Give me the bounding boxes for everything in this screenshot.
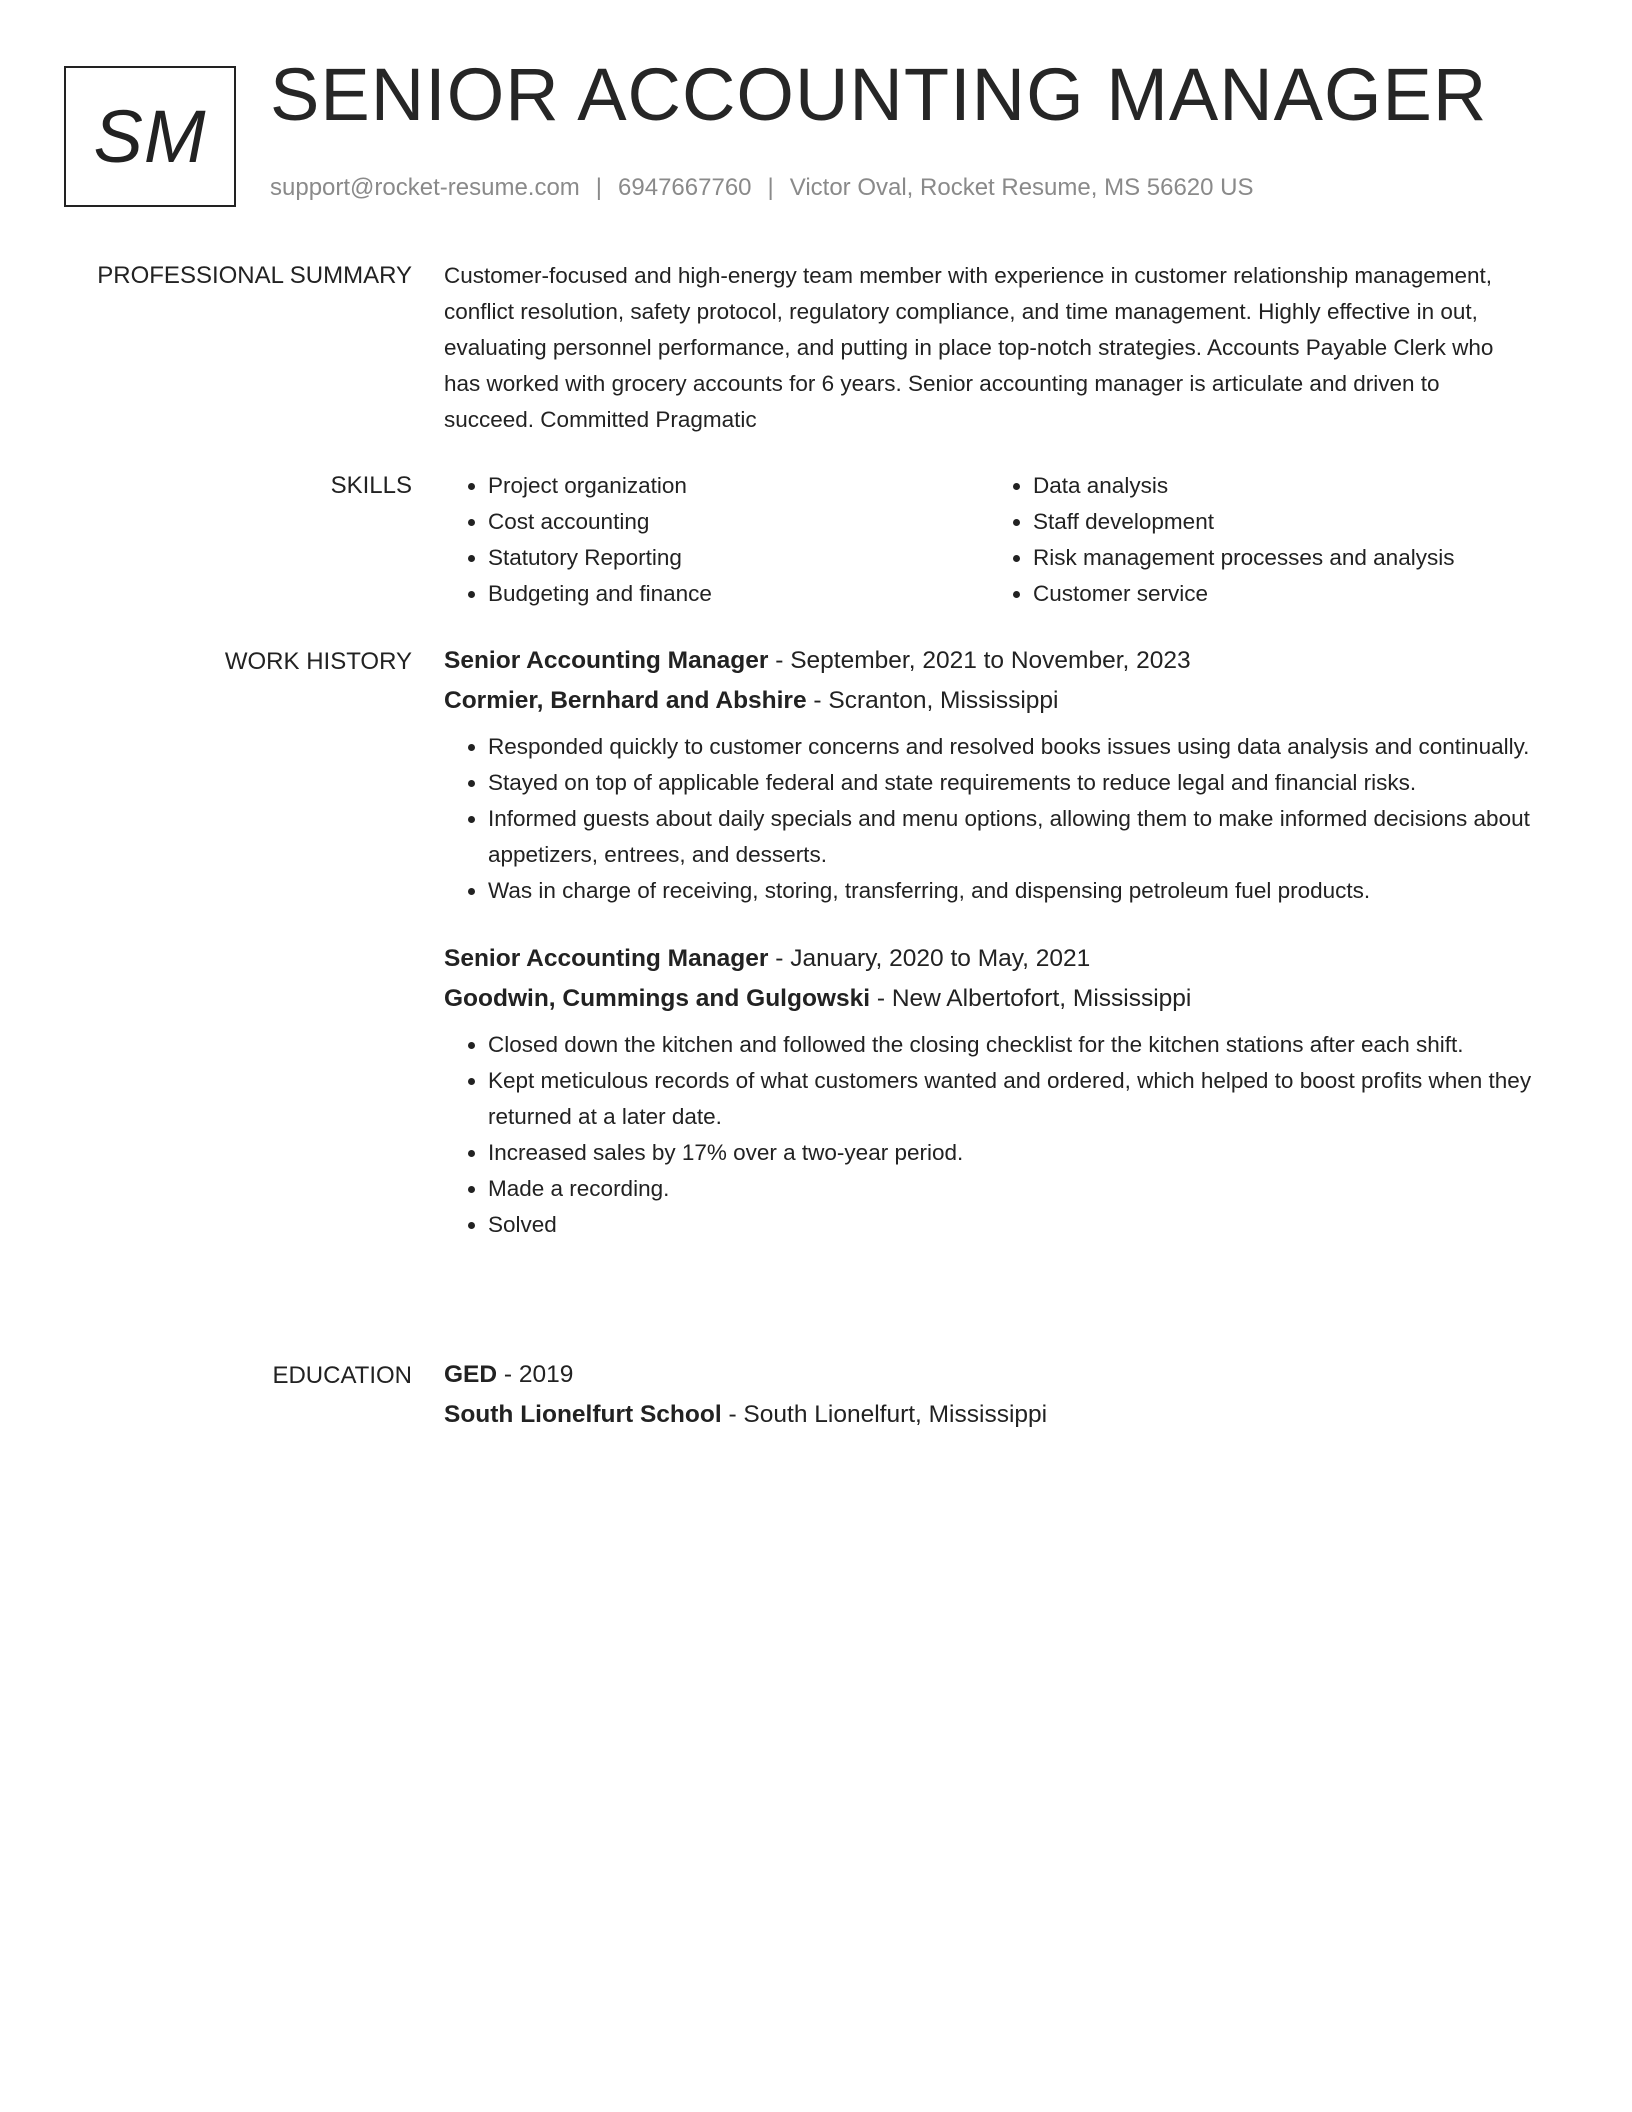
skill-item: • Cost accounting xyxy=(488,504,989,540)
contact-address: Victor Oval, Rocket Resume, MS 56620 US xyxy=(789,174,1254,201)
job-dates: - January, 2020 to May, 2021 xyxy=(768,945,1091,972)
skill-item: • Budgeting and finance xyxy=(488,576,989,612)
monogram-box xyxy=(64,66,236,207)
job-location: - Scranton, Mississippi xyxy=(806,687,1059,714)
job-bullet-list xyxy=(444,729,1534,909)
skill-item: • Statutory Reporting xyxy=(488,540,989,576)
job-company-line xyxy=(444,979,1534,1019)
skills-left-list xyxy=(444,468,989,612)
work-history-body xyxy=(444,641,1534,1273)
skills-heading: SKILLS xyxy=(330,472,412,499)
skills-grid xyxy=(444,468,1534,612)
job-location: - New Albertofort, Mississippi xyxy=(870,985,1192,1012)
skill-item: • Project organization xyxy=(488,468,989,504)
contact-phone: 6947667760 xyxy=(618,174,752,201)
job-bullet: • Closed down the kitchen and followed the closing checklist for the kitchen stations after each shift. xyxy=(488,1027,1534,1063)
education-location: - South Lionelfurt, Mississippi xyxy=(721,1401,1048,1428)
contact-line xyxy=(270,176,1254,200)
job-bullet-list xyxy=(444,1027,1534,1243)
education-school: South Lionelfurt School xyxy=(444,1401,722,1428)
job-title-line xyxy=(444,641,1534,681)
job-bullet: • Solved xyxy=(488,1207,1534,1243)
summary-text: Customer-focused and high-energy team member with experience in customer relationship management, conflict resolution, safety protocol, regulatory compliance, and time management. Highly effective in out, evaluating personnel performance, and putting in place top-notch strategies. Accounts Payable Clerk who has worked with grocery accounts for 6 years. Senior accounting manager is articulate and driven to succeed. Committed Pragmatic xyxy=(444,263,1494,432)
education-degree-line xyxy=(444,1355,1534,1395)
monogram-initials: SM xyxy=(93,95,207,178)
job-bullet: • Was in charge of receiving, storing, transferring, and dispensing petroleum fuel products. xyxy=(488,873,1534,909)
summary-heading: PROFESSIONAL SUMMARY xyxy=(97,262,412,289)
skill-item: • Risk management processes and analysis xyxy=(1033,540,1534,576)
education-heading: EDUCATION xyxy=(272,1362,412,1389)
skill-item: • Data analysis xyxy=(1033,468,1534,504)
job-title: Senior Accounting Manager xyxy=(444,647,769,674)
summary-body xyxy=(444,262,1534,438)
education-year: - 2019 xyxy=(497,1361,574,1388)
education-school-line xyxy=(444,1395,1534,1435)
skill-item: • Staff development xyxy=(1033,504,1534,540)
contact-separator: | xyxy=(595,174,603,201)
education-body xyxy=(444,1355,1534,1435)
work-history-heading: WORK HISTORY xyxy=(224,648,412,675)
education-degree: GED xyxy=(444,1361,498,1388)
job-company-line xyxy=(444,681,1534,721)
job-title: Senior Accounting Manager xyxy=(444,945,769,972)
skills-right-list xyxy=(989,468,1534,612)
job-dates: - September, 2021 to November, 2023 xyxy=(768,647,1191,674)
job-bullet: • Made a recording. xyxy=(488,1171,1534,1207)
job-bullet: • Informed guests about daily specials and menu options, allowing them to make informed decisions about appetizers, entrees, and desserts. xyxy=(488,801,1534,873)
job-entry xyxy=(444,641,1534,909)
job-bullet: • Stayed on top of applicable federal and state requirements to reduce legal and financial risks. xyxy=(488,765,1534,801)
job-company: Cormier, Bernhard and Abshire xyxy=(444,687,807,714)
job-entry xyxy=(444,939,1534,1243)
job-bullet: • Kept meticulous records of what customers wanted and ordered, which helped to boost profits when they returned at a later date. xyxy=(488,1063,1534,1135)
job-bullet: • Increased sales by 17% over a two-year period. xyxy=(488,1135,1534,1171)
skills-body xyxy=(444,468,1534,612)
job-bullet: • Responded quickly to customer concerns and resolved books issues using data analysis and continually. xyxy=(488,729,1534,765)
contact-email: support@rocket-resume.com xyxy=(270,174,580,201)
contact-separator: | xyxy=(767,174,774,201)
job-title-line xyxy=(444,939,1534,979)
skill-item: • Customer service xyxy=(1033,576,1534,612)
resume-title: SENIOR ACCOUNTING MANAGER xyxy=(270,53,1488,136)
job-company: Goodwin, Cummings and Gulgowski xyxy=(444,985,871,1012)
